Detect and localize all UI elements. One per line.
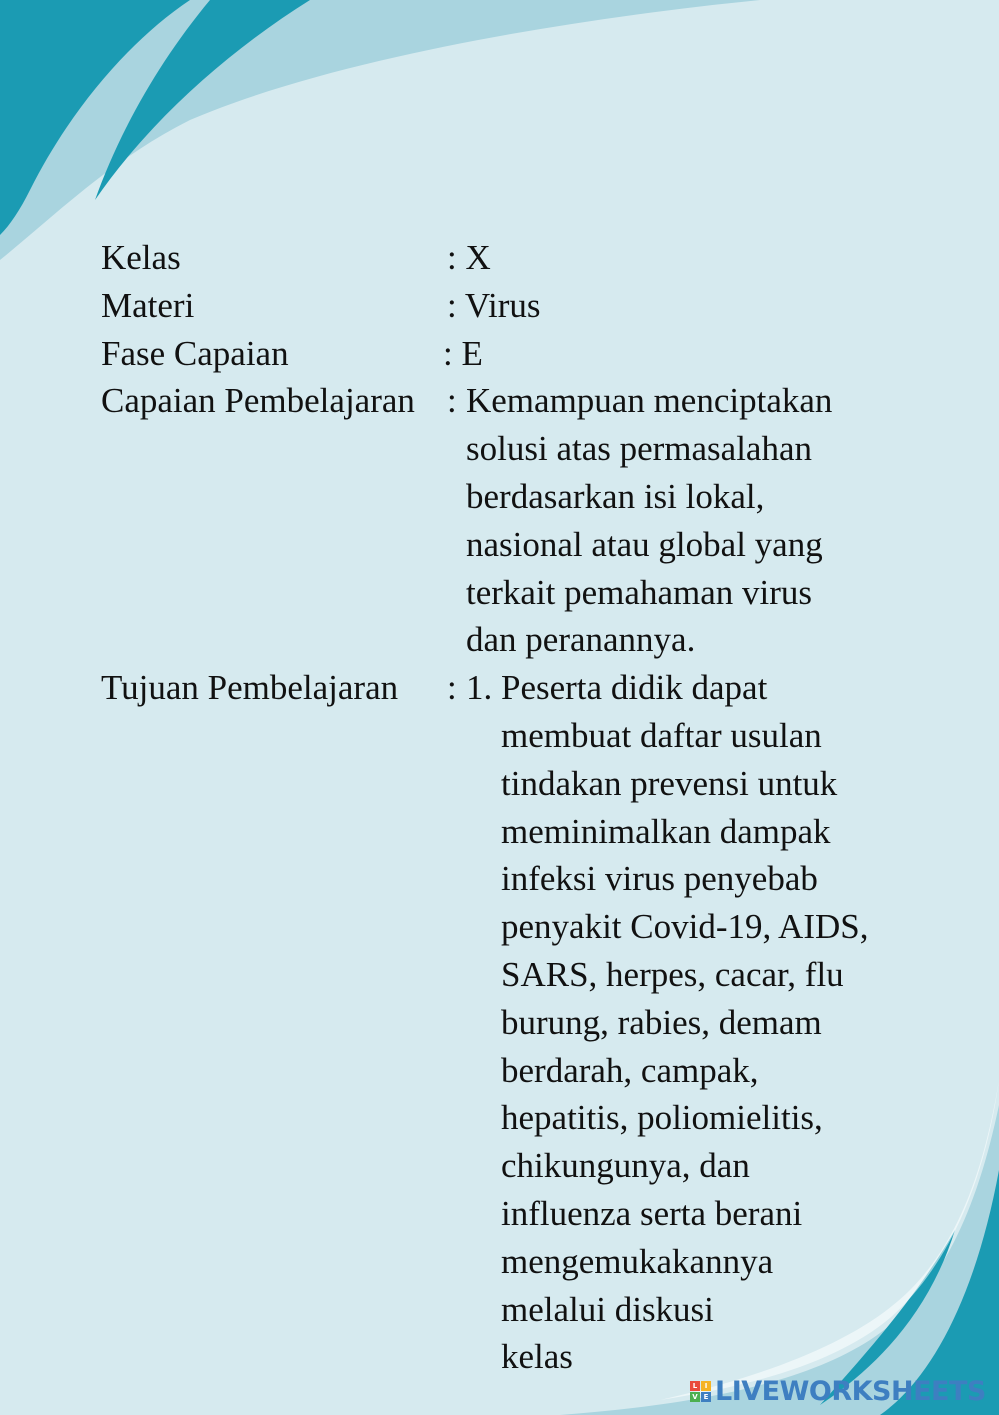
tujuan-number: 1. [466, 668, 493, 708]
document-content [101, 234, 961, 1381]
materi-label: Materi [101, 285, 195, 325]
tujuan-line: chikungunya, dan [501, 1146, 750, 1186]
tujuan-line: penyakit Covid-19, AIDS, [501, 907, 869, 947]
capaian-line: terkait pemahaman virus [466, 572, 812, 612]
fase-row [101, 330, 961, 378]
tujuan-line: infeksi virus penyebab [501, 859, 818, 899]
capaian-text [466, 377, 832, 664]
tujuan-line: tindakan prevensi untuk [501, 763, 838, 803]
tujuan-row [101, 664, 961, 1381]
tujuan-line: melalui diskusi [501, 1289, 714, 1329]
kelas-label: Kelas [101, 238, 181, 277]
tujuan-line: mengemukakannya [501, 1241, 774, 1281]
kelas-value: : X [447, 238, 491, 277]
capaian-line: dan peranannya. [466, 620, 696, 660]
tujuan-line: membuat daftar usulan [501, 715, 822, 755]
tujuan-line: Peserta didik dapat [501, 668, 768, 708]
tujuan-colon: : [447, 668, 457, 708]
tujuan-line: burung, rabies, demam [501, 1002, 822, 1042]
tujuan-line: meminimalkan dampak [501, 811, 831, 851]
liveworksheets-logo[interactable] [690, 1374, 986, 1408]
capaian-colon: : [447, 381, 457, 421]
fase-value: : E [443, 333, 483, 373]
capaian-line: berdasarkan isi lokal, [466, 476, 765, 516]
kelas-row [101, 234, 961, 282]
materi-row [101, 282, 961, 330]
tujuan-line: berdarah, campak, [501, 1050, 759, 1090]
tujuan-line: kelas [501, 1337, 573, 1377]
capaian-line: nasional atau global yang [466, 524, 823, 564]
capaian-row [101, 377, 961, 664]
capaian-line: Kemampuan menciptakan [466, 381, 833, 421]
liveworksheets-text: LIVEWORKSHEETS [715, 1375, 986, 1407]
tujuan-text [501, 664, 868, 1381]
capaian-label: Capaian Pembelajaran [101, 381, 415, 421]
tujuan-line: influenza serta berani [501, 1193, 803, 1233]
capaian-line: solusi atas permasalahan [466, 429, 813, 469]
fase-label: Fase Capaian [101, 333, 289, 373]
tujuan-label: Tujuan Pembelajaran [101, 668, 399, 708]
tujuan-line: hepatitis, poliomielitis, [501, 1098, 823, 1138]
liveworksheets-mark-icon: L I V E [690, 1381, 711, 1402]
materi-value: : Virus [447, 285, 541, 325]
tujuan-line: SARS, herpes, cacar, flu [501, 954, 844, 994]
